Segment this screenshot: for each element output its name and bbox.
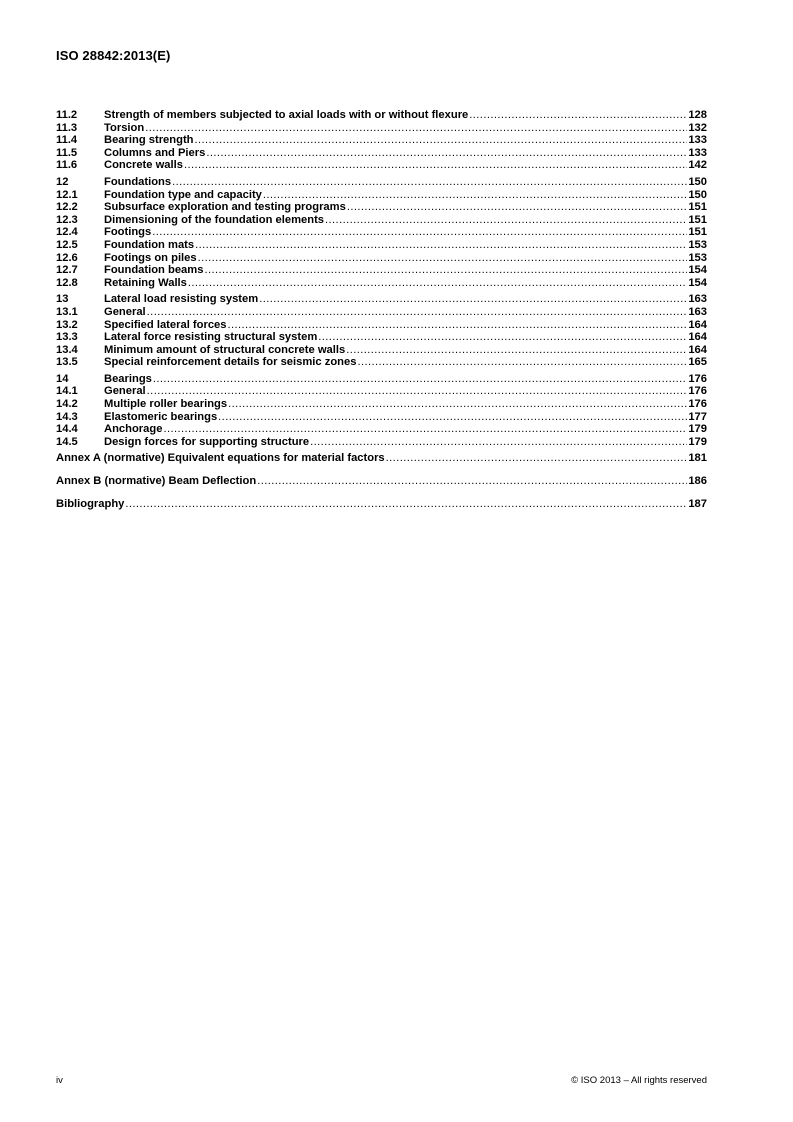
dot-leader [347, 201, 688, 214]
table-of-contents [56, 109, 707, 521]
toc-page: 177 [688, 410, 707, 423]
toc-entry[interactable] [56, 252, 707, 265]
toc-page: 151 [688, 201, 707, 214]
toc-page: 154 [688, 264, 707, 277]
toc-entry[interactable] [56, 189, 707, 202]
toc-title: Annex B (normative) Beam Deflection [56, 475, 257, 488]
toc-number: 11.6 [56, 159, 78, 172]
document-id-header: ISO 28842:2013(E) [56, 48, 171, 63]
toc-number: 12.2 [56, 201, 78, 214]
toc-page: 164 [688, 318, 707, 331]
toc-entry[interactable] [56, 436, 707, 449]
toc-title: General [104, 305, 146, 318]
toc-title: Concrete walls [104, 159, 183, 172]
toc-page: 164 [688, 331, 707, 344]
toc-title: Retaining Walls [104, 276, 187, 289]
toc-title: Torsion [104, 121, 145, 134]
toc-entry[interactable] [56, 109, 707, 122]
dot-leader [206, 147, 687, 160]
dot-leader [184, 159, 687, 172]
toc-entry[interactable] [56, 293, 707, 306]
toc-page: 132 [688, 121, 707, 134]
toc-number: 12.4 [56, 226, 78, 239]
toc-page: 163 [688, 293, 707, 306]
toc-page: 154 [688, 276, 707, 289]
toc-group-12 [56, 176, 707, 289]
dot-leader [310, 436, 687, 449]
toc-entry[interactable] [56, 306, 707, 319]
toc-entry[interactable] [56, 423, 707, 436]
toc-title: Dimensioning of the foundation elements [104, 213, 325, 226]
toc-entry[interactable] [56, 134, 707, 147]
dot-leader [147, 385, 688, 398]
toc-page: 153 [688, 251, 707, 264]
dot-leader [195, 134, 688, 147]
toc-entry[interactable] [56, 385, 707, 398]
toc-title: Annex A (normative) Equivalent equations for material factors [56, 452, 385, 465]
dot-leader [263, 189, 687, 202]
toc-page: 179 [688, 435, 707, 448]
toc-group-14 [56, 373, 707, 449]
toc-number: 13.2 [56, 318, 78, 331]
toc-page: 176 [688, 372, 707, 385]
dot-leader [386, 452, 688, 465]
toc-page: 164 [688, 343, 707, 356]
toc-title: Minimum amount of structural concrete walls [104, 343, 346, 356]
toc-title: Bibliography [56, 498, 125, 511]
toc-title: Strength of members subjected to axial loads with or without flexure [104, 109, 469, 121]
toc-number: 14.2 [56, 398, 78, 411]
toc-number: 14.4 [56, 423, 78, 436]
toc-page: 176 [688, 385, 707, 398]
toc-number: 11.4 [56, 134, 78, 147]
dot-leader [318, 331, 687, 344]
dot-leader [259, 293, 687, 306]
toc-title: Subsurface exploration and testing programs [104, 201, 346, 214]
toc-number: 13 [56, 293, 69, 306]
toc-page: 151 [688, 226, 707, 239]
dot-leader [228, 398, 687, 411]
toc-title: Foundation type and capacity [104, 188, 262, 201]
toc-entry[interactable] [56, 319, 707, 332]
toc-title: Design forces for supporting structure [104, 435, 310, 448]
toc-number: 12.8 [56, 276, 78, 289]
toc-number: 12.3 [56, 213, 78, 226]
toc-entry[interactable] [56, 159, 707, 172]
dot-leader [147, 306, 688, 319]
toc-title: Specified lateral forces [104, 318, 227, 331]
toc-entry[interactable] [56, 122, 707, 135]
dot-leader [172, 176, 687, 189]
toc-entry[interactable] [56, 264, 707, 277]
toc-number: 14 [56, 372, 69, 385]
dot-leader [204, 264, 687, 277]
toc-entry[interactable] [56, 356, 707, 369]
toc-page: 181 [688, 452, 707, 465]
toc-page: 186 [688, 475, 707, 488]
toc-number: 11.3 [56, 121, 78, 134]
toc-page: 142 [688, 159, 707, 172]
toc-entry[interactable] [56, 239, 707, 252]
page-number: iv [56, 1075, 63, 1086]
toc-entry[interactable] [56, 201, 707, 214]
toc-entry[interactable] [56, 214, 707, 227]
toc-page: 165 [688, 356, 707, 369]
dot-leader [228, 319, 688, 332]
toc-entry[interactable] [56, 373, 707, 386]
dot-leader [163, 423, 687, 436]
toc-page: 133 [688, 146, 707, 159]
dot-leader [257, 475, 687, 488]
toc-bibliography[interactable] [56, 498, 707, 511]
toc-title: Columns and Piers [104, 146, 206, 159]
dot-leader [346, 344, 687, 357]
dot-leader [218, 411, 687, 424]
toc-number: 14.1 [56, 385, 78, 398]
toc-group-13 [56, 293, 707, 369]
dot-leader [198, 252, 688, 265]
toc-title: Bearing strength [104, 134, 194, 147]
toc-title: Footings [104, 226, 152, 239]
toc-group-11 [56, 109, 707, 172]
toc-entry[interactable] [56, 331, 707, 344]
toc-title: General [104, 385, 146, 398]
dot-leader [145, 122, 687, 135]
toc-entry[interactable] [56, 147, 707, 160]
toc-title: Lateral load resisting system [104, 293, 259, 306]
toc-number: 13.5 [56, 356, 78, 369]
toc-page: 128 [688, 109, 707, 121]
toc-page: 187 [688, 498, 707, 511]
toc-number: 14.5 [56, 435, 78, 448]
toc-number: 13.1 [56, 305, 78, 318]
copyright-notice: © ISO 2013 – All rights reserved [571, 1075, 707, 1086]
dot-leader [469, 109, 687, 122]
dot-leader [195, 239, 687, 252]
toc-number: 12.1 [56, 188, 78, 201]
toc-entry[interactable] [56, 344, 707, 357]
toc-entry[interactable] [56, 277, 707, 290]
toc-title: Special reinforcement details for seismic zones [104, 356, 357, 369]
toc-number: 12 [56, 175, 69, 188]
toc-number: 12.7 [56, 264, 78, 277]
toc-page: 153 [688, 238, 707, 251]
toc-title: Footings on piles [104, 251, 197, 264]
toc-entry[interactable] [56, 226, 707, 239]
toc-page: 151 [688, 213, 707, 226]
toc-title: Bearings [104, 372, 152, 385]
toc-annex-a[interactable] [56, 452, 707, 465]
toc-page: 150 [688, 175, 707, 188]
toc-number: 11.5 [56, 146, 78, 159]
toc-number: 13.3 [56, 331, 78, 344]
toc-number: 12.5 [56, 238, 78, 251]
toc-title: Lateral force resisting structural system [104, 331, 318, 344]
dot-leader [357, 356, 687, 369]
toc-number: 13.4 [56, 343, 78, 356]
toc-page: 179 [688, 423, 707, 436]
toc-annex-b[interactable] [56, 475, 707, 488]
toc-title: Elastomeric bearings [104, 410, 218, 423]
toc-title: Anchorage [104, 423, 163, 436]
toc-entry[interactable] [56, 398, 707, 411]
toc-page: 163 [688, 305, 707, 318]
toc-entry[interactable] [56, 176, 707, 189]
dot-leader [325, 214, 687, 227]
dot-leader [125, 498, 687, 511]
dot-leader [152, 226, 687, 239]
toc-entry[interactable] [56, 411, 707, 424]
toc-title: Foundations [104, 175, 172, 188]
toc-page: 133 [688, 134, 707, 147]
dot-leader [153, 373, 687, 386]
toc-title: Foundation beams [104, 264, 204, 277]
dot-leader [188, 277, 687, 290]
toc-title: Multiple roller bearings [104, 398, 228, 411]
toc-page: 176 [688, 398, 707, 411]
toc-page: 150 [688, 188, 707, 201]
toc-number: 14.3 [56, 410, 78, 423]
toc-title: Foundation mats [104, 238, 195, 251]
toc-number: 11.2 [56, 109, 78, 121]
toc-number: 12.6 [56, 251, 78, 264]
